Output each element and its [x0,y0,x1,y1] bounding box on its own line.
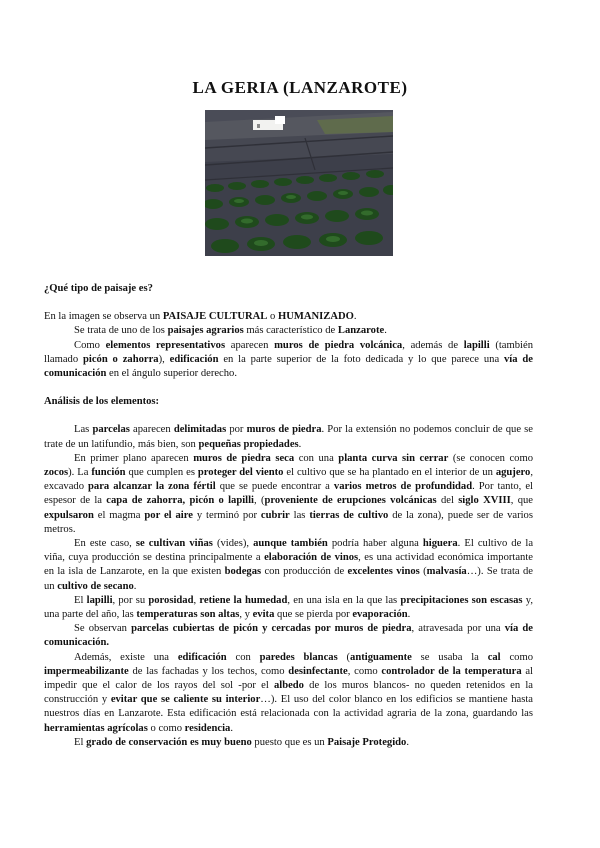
bold-run: cal [487,651,501,663]
bold-run: cubrir [260,509,290,521]
text-run: ( [419,566,427,578]
bold-run: retiene la humedad [199,594,288,606]
text-run: …). Se trata de un [44,566,533,592]
text-run: ( [337,651,351,663]
paragraph [44,537,533,594]
vineyard-image [205,110,393,256]
text-run: el cultivo que se ha plantado en el interior de un [283,467,496,479]
text-run: , y [239,609,253,621]
bold-run: parcelas [92,424,130,436]
bold-run: expulsaron [44,509,94,521]
text-run: ). La [68,467,92,479]
bold-run: edificación [177,651,227,663]
bold-run: pequeñas propiedades [198,438,299,450]
bold-run: antiguamente [350,651,412,663]
bold-run: evaporación [352,609,408,621]
bold-run: agujero [495,467,531,479]
text-run: podría haber alguna [327,538,423,550]
text-run: . El cultivo de la viña, cuya producción se destina principalmente a [44,538,534,564]
bold-run: HUMANIZADO [277,311,354,323]
text-run: . [384,325,387,337]
text-run: . [133,580,137,592]
text-run: el magma [93,509,145,521]
bold-run: bodegas [224,566,262,578]
bold-run: residencia [184,722,231,734]
text-run: se usaba la [411,651,488,663]
bold-run: paisajes agrarios [167,325,244,337]
bold-run: zocos [44,467,69,479]
bold-run: porosidad [148,594,194,606]
text-run: . [298,438,302,450]
text-run: . [406,736,409,748]
text-run: (se conocen como [448,452,533,464]
bold-run: elaboración de vinos [264,552,359,564]
paragraph [44,452,533,537]
bold-run: vía de comunicación. [44,623,533,649]
text-run: …). El uso del color blanco en los edificios se mantiene hasta nuestros días en Lanzarote. Esta edificación está relacionada con la actividad agraria de la zona, guardando las [44,694,533,720]
bold-run: siglo XVIII [458,495,511,507]
text-run: puesto que es un [251,736,328,748]
bold-run: evita [252,609,275,621]
bold-run: aunque también [253,538,328,550]
bold-run: higuera [422,538,458,550]
text-run: en la parte superior de la foto dedicada y lo que parece una [218,353,504,365]
text-run: del [436,495,459,507]
bold-run: excelentes vinos [347,566,420,578]
text-run: Como [74,339,106,351]
text-run: , ( [254,495,265,507]
text-run: . Por tanto, el espesor de la [44,481,533,507]
bold-run: cultivo de secano [57,580,134,592]
text-run: con [226,651,260,663]
bold-run: función [91,467,126,479]
text-run: . Por la extensión no podemos concluir de que se trate de un latifundio, más bien, son [44,424,534,450]
bold-run: parcelas cubiertas de picón y cercadas por muros de piedra [131,623,412,635]
bold-run: muros de piedra [246,424,322,436]
analysis-heading: Análisis de los elementos: [44,396,160,408]
text-run: que se pierda por [274,609,353,621]
bold-run: evitar que se caliente su interior [110,694,261,706]
text-run: o como [147,722,185,734]
bold-run: capa de zahorra, picón o lapilli [106,495,255,507]
text-run: que cumplen es [125,467,198,479]
text-run: por [226,424,247,436]
text-run: , atravesada por una [411,623,505,635]
paragraph [44,339,533,382]
text-run: Además, existe una [74,651,178,663]
text-run: las [289,509,310,521]
bold-run: precipitaciones son escasas [400,594,523,606]
bold-run: malvasía [426,566,467,578]
text-run: El [74,594,87,606]
bold-run: por el aire [144,509,193,521]
bold-run: varios metros de profundidad [333,481,473,493]
text-run: en el ángulo superior derecho. [106,368,237,380]
document-body [44,282,533,750]
paragraph [44,622,533,650]
text-run: , en una isla en la que las [287,594,401,606]
paragraph [44,324,533,338]
bold-run: grado de conservación es muy bueno [86,736,252,748]
text-run: El [74,736,87,748]
text-run: (también llamado [44,339,533,365]
bold-run: edificación [169,353,219,365]
bold-run: impermeabilizante [44,665,129,677]
text-run: con una [294,452,339,464]
paragraph [44,310,533,324]
bold-run: planta curva sin cerrar [338,452,449,464]
text-run: de las fachadas y los techos, como [128,665,289,677]
text-run: En primer plano aparecen [74,452,194,464]
text-run: , excavado [44,467,533,493]
bold-run: delimitadas [173,424,227,436]
bold-run: Paisaje Protegido [327,736,407,748]
page-title: LA GERIA (LANZAROTE) [192,78,408,97]
text-run: , [193,594,200,606]
bold-run: se cultivan viñas [135,538,213,550]
landscape-photo [205,110,393,256]
bold-run: para alcanzar la zona fértil [88,481,216,493]
bold-run: elementos representativos [105,339,226,351]
text-run: Se trata de uno de los [74,325,168,337]
bold-run: PAISAJE CULTURAL [162,311,268,323]
text-run: , es una actividad económica importante en la isla de Lanzarote, en la que existen [44,552,533,578]
bold-run: picón o zahorra [82,353,159,365]
text-run: En la imagen se observa un [44,311,163,323]
paragraph [44,594,533,622]
text-run: como [500,651,533,663]
bold-run: controlador de la temperatura [381,665,522,677]
text-run: (vides), [212,538,254,550]
bold-run: lapilli [463,339,490,351]
text-run: de los muros blancos- no queden retenidos en la construcción y [44,680,533,706]
text-run: aparecen [225,339,275,351]
bold-run: lapilli [86,594,113,606]
bold-run: herramientas agrícolas [44,722,148,734]
text-run: . [353,311,357,323]
text-run: , además de [402,339,464,351]
bold-run: albedo [273,680,304,692]
bold-run: desinfectante [288,665,348,677]
text-run: más característico de [243,325,338,337]
text-run: En este caso, [74,538,136,550]
bold-run: Lanzarote [337,325,385,337]
text-run: que se puede encontrar a [215,481,334,493]
text-run: . [407,609,411,621]
text-run: Las [74,424,93,436]
text-run: , por su [112,594,149,606]
paragraph [44,423,533,451]
bold-run: muros de piedra volcánica [274,339,403,351]
paragraph [44,651,533,736]
bold-run: tierras de cultivo [309,509,389,521]
text-run: o [267,311,278,323]
text-run: Se observan [74,623,132,635]
text-run: ), [158,353,170,365]
text-run: y terminó por [192,509,261,521]
bold-run: proveniente de erupciones volcánicas [264,495,437,507]
text-run: de la zona), puede ser de varios metros. [44,509,533,535]
text-run: y, una parte del año, las [44,594,534,621]
bold-run: vía de comunicación [44,353,533,380]
bold-run: temperaturas son altas [136,609,240,621]
text-run: al impedir que el calor de los rayos del sol -por el [44,665,533,692]
text-run: aparecen [129,424,174,436]
text-run: , como [347,665,382,677]
bold-run: paredes blancas [259,651,338,663]
text-run: con producción de [261,566,348,578]
paragraph [44,736,533,750]
question-heading: ¿Qué tipo de paisaje es? [44,283,153,294]
bold-run: proteger del viento [197,467,284,479]
text-run: . [230,722,234,734]
bold-run: muros de piedra seca [193,452,295,464]
text-run: , que [510,495,534,507]
